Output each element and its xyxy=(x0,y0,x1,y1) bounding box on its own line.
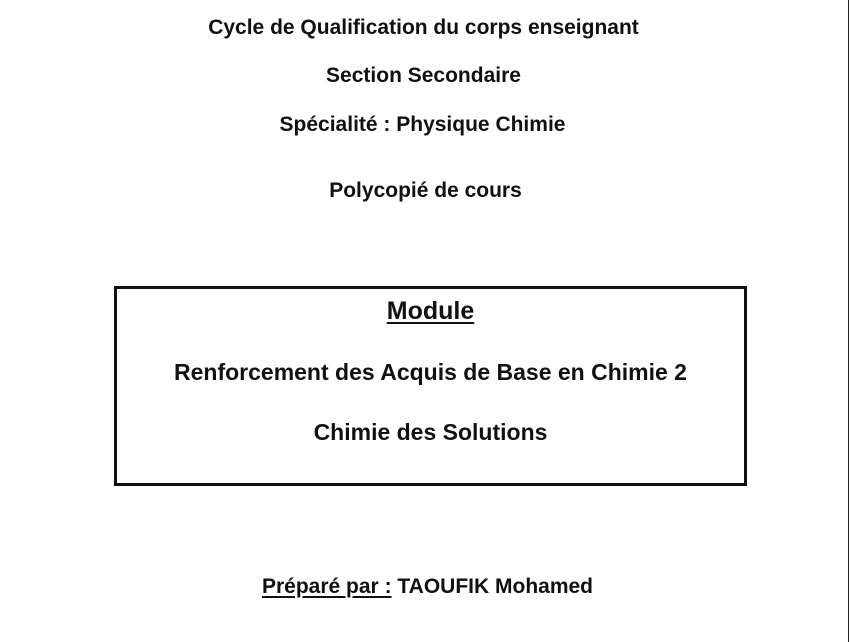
section-heading: Section Secondaire xyxy=(326,64,521,87)
page-right-border xyxy=(848,0,849,642)
author-name: TAOUFIK Mohamed xyxy=(397,575,594,598)
author-line xyxy=(262,574,593,600)
module-box xyxy=(114,286,747,486)
module-subtitle: Chimie des Solutions xyxy=(313,419,548,445)
module-title: Renforcement des Acquis de Base en Chimie 2 xyxy=(174,359,687,385)
module-heading: Module xyxy=(386,297,475,325)
specialty-heading: Spécialité : Physique Chimie xyxy=(279,113,566,136)
document-type: Polycopié de cours xyxy=(329,179,522,202)
cycle-heading: Cycle de Qualification du corps enseignant xyxy=(208,16,639,39)
author-label: Préparé par : xyxy=(262,575,392,598)
